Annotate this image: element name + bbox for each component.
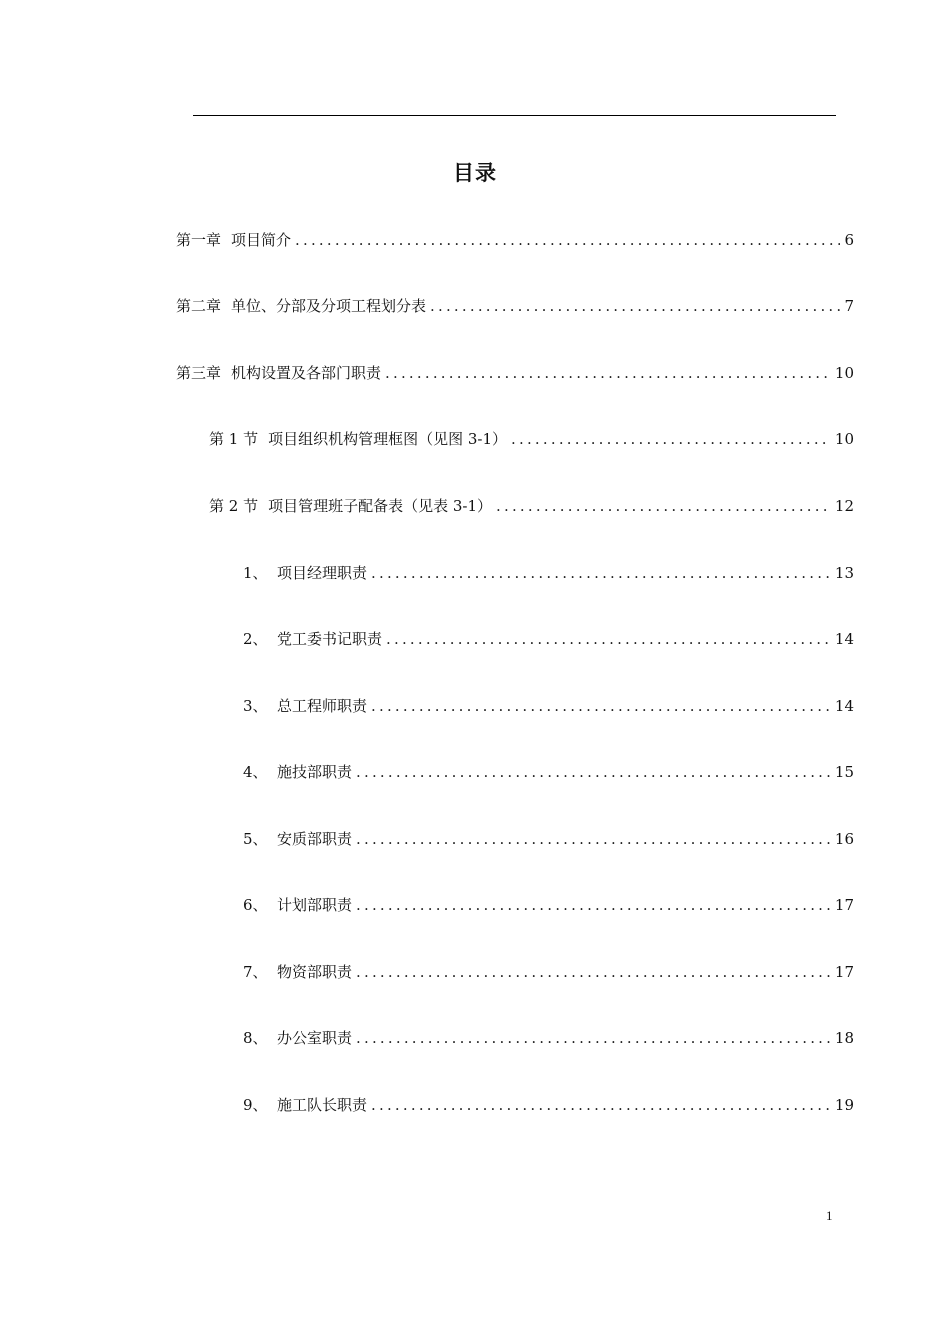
toc-entry-number: 2、 [243, 630, 268, 648]
toc-entry-number: 9、 [243, 1096, 268, 1114]
dot-leader [356, 760, 831, 784]
toc-entry-page: 7 [844, 297, 854, 315]
dot-leader [356, 893, 831, 917]
toc-entry-title: 单位、分部及分项工程划分表 [231, 297, 427, 315]
dot-leader [371, 1093, 831, 1117]
toc-entry-title: 办公室职责 [277, 1029, 353, 1047]
toc-entry-page: 15 [834, 763, 854, 781]
toc-entry-page: 10 [834, 430, 854, 448]
header-rule [193, 115, 836, 116]
toc-entry-number: 第 1 节 [209, 430, 259, 448]
toc-entry-title: 项目组织机构管理框图（见图 3-1） [268, 430, 508, 448]
toc-entry-title: 物资部职责 [277, 963, 353, 981]
toc-entry-item-8[interactable] [243, 1026, 854, 1050]
toc-entry-page: 18 [834, 1029, 854, 1047]
toc-title: 目录 [453, 161, 497, 185]
toc-entry-page: 12 [834, 497, 854, 515]
toc-entry-item-7[interactable] [243, 960, 854, 984]
toc-entry-page: 6 [844, 231, 854, 249]
dot-leader [430, 294, 840, 318]
dot-leader [386, 627, 831, 651]
toc-entry-number: 第 2 节 [209, 497, 259, 515]
toc-entry-title: 施工队长职责 [277, 1096, 368, 1114]
toc-entry-number: 第一章 [176, 231, 222, 249]
toc-entry-number: 6、 [243, 896, 268, 914]
toc-entry-number: 4、 [243, 763, 268, 781]
toc-entry-chapter-1[interactable] [176, 228, 854, 252]
dot-leader [356, 1026, 831, 1050]
toc-entry-title: 施技部职责 [277, 763, 353, 781]
toc-entry-title: 机构设置及各部门职责 [231, 364, 382, 382]
toc-entry-page: 17 [834, 963, 854, 981]
toc-entry-page: 14 [834, 697, 854, 715]
toc-entry-item-6[interactable] [243, 893, 854, 917]
toc-entry-section-1[interactable] [209, 427, 854, 451]
toc-entry-chapter-3[interactable] [176, 361, 854, 385]
toc-entry-page: 13 [834, 564, 854, 582]
dot-leader [356, 827, 831, 851]
toc-entry-page: 14 [834, 630, 854, 648]
dot-leader [371, 561, 831, 585]
toc-entry-number: 第二章 [176, 297, 222, 315]
toc-entry-number: 7、 [243, 963, 268, 981]
toc-entry-chapter-2[interactable] [176, 294, 854, 318]
toc-entry-title: 项目简介 [231, 231, 292, 249]
toc-entry-title: 安质部职责 [277, 830, 353, 848]
toc-entry-section-2[interactable] [209, 494, 854, 518]
toc-entry-item-4[interactable] [243, 760, 854, 784]
dot-leader [385, 361, 831, 385]
toc-entry-number: 3、 [243, 697, 268, 715]
toc-entry-number: 第三章 [176, 364, 222, 382]
toc-entry-title: 项目管理班子配备表（见表 3-1） [268, 497, 493, 515]
toc-entry-page: 10 [834, 364, 854, 382]
toc-entry-title: 总工程师职责 [277, 697, 368, 715]
toc-entry-number: 1、 [243, 564, 268, 582]
dot-leader [295, 228, 840, 252]
page-number: 1 [826, 1208, 833, 1223]
toc-entry-item-9[interactable] [243, 1093, 854, 1117]
dot-leader [496, 494, 831, 518]
toc-entry-page: 16 [834, 830, 854, 848]
toc-entry-item-3[interactable] [243, 694, 854, 718]
toc-entry-item-2[interactable] [243, 627, 854, 651]
toc-entry-page: 19 [834, 1096, 854, 1114]
toc-entry-number: 5、 [243, 830, 268, 848]
dot-leader [356, 960, 831, 984]
toc-entry-number: 8、 [243, 1029, 268, 1047]
toc-entry-title: 党工委书记职责 [277, 630, 383, 648]
toc-entry-item-1[interactable] [243, 561, 854, 585]
toc-entry-title: 项目经理职责 [277, 564, 368, 582]
toc-entry-page: 17 [834, 896, 854, 914]
dot-leader [371, 694, 831, 718]
dot-leader [511, 427, 831, 451]
toc-entry-title: 计划部职责 [277, 896, 353, 914]
toc-entry-item-5[interactable] [243, 827, 854, 851]
